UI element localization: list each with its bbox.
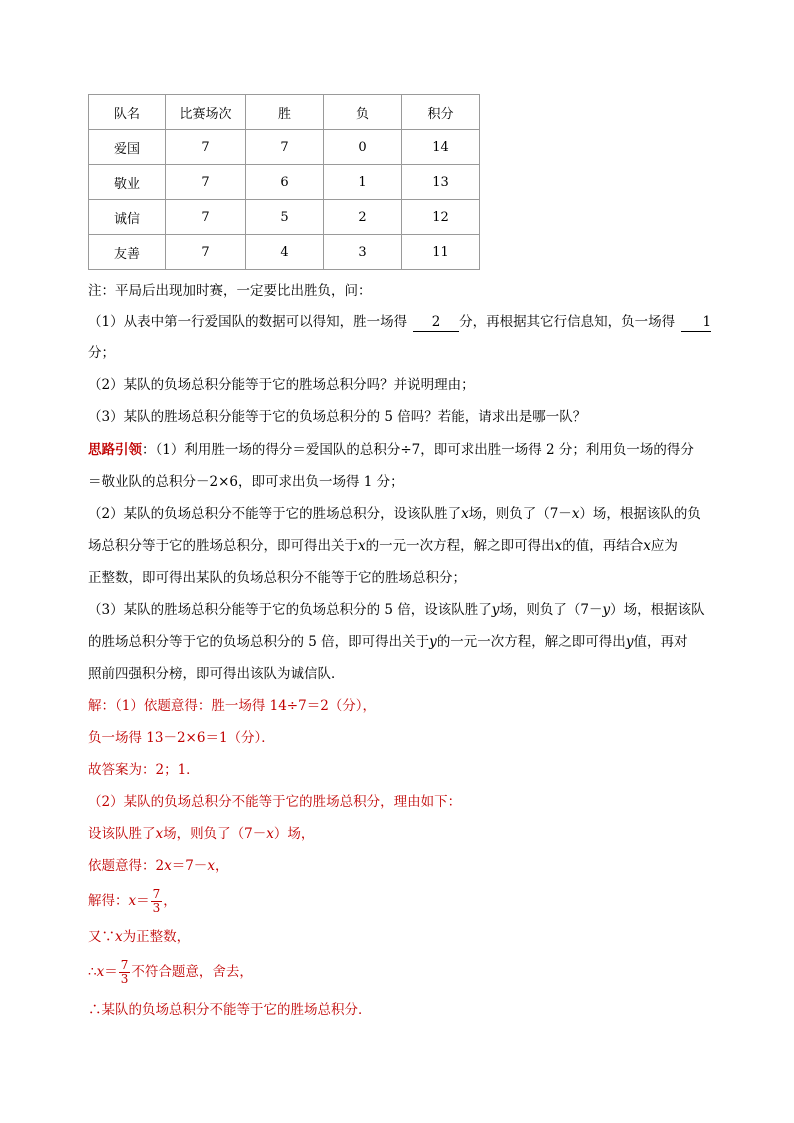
variable-x: x xyxy=(207,858,215,874)
solution-text: 又∵ xyxy=(88,929,115,945)
variable-x: x xyxy=(266,826,274,842)
hint-line-2: ＝敬业队的总积分－2×6，即可求出负一场得 1 分； xyxy=(88,474,404,490)
table-row xyxy=(89,200,480,235)
question-1 xyxy=(88,313,711,332)
table-cell: 7 xyxy=(166,130,246,165)
solution-text: ＝7－ xyxy=(171,858,208,874)
variable-x: x xyxy=(155,826,164,842)
table-cell: 7 xyxy=(246,130,324,165)
hint-text: 场，则负了（7－ xyxy=(468,506,572,522)
table-cell: 0 xyxy=(324,130,402,165)
hint-text: （3）某队的胜场总积分能等于它的负场总积分的 5 倍，设该队胜了 xyxy=(88,602,492,618)
variable-y: y xyxy=(602,602,611,618)
hint-line-6 xyxy=(88,601,705,619)
table-header-cell: 负 xyxy=(324,95,402,130)
question-3: （3）某队的胜场总积分能等于它的负场总积分的 5 倍吗？若能，请求出是哪一队？ xyxy=(88,409,587,425)
hint-text: 值，再对 xyxy=(633,634,688,650)
table-cell: 13 xyxy=(402,165,480,200)
table-cell: 11 xyxy=(402,235,480,270)
table-cell: 敬业 xyxy=(89,165,166,200)
hint-text: ）场，根据该队 xyxy=(610,602,705,618)
solution-line-10: ∴某队的负场总积分不能等于它的胜场总积分． xyxy=(88,1002,372,1018)
solution-text: 依题意得：2 xyxy=(88,858,165,874)
table-cell: 7 xyxy=(166,200,246,235)
table-header-cell: 比赛场次 xyxy=(166,95,246,130)
variable-x: x xyxy=(128,893,137,909)
table-header-cell: 积分 xyxy=(402,95,480,130)
question-1-end: 分； xyxy=(88,345,115,361)
table-cell: 2 xyxy=(324,200,402,235)
solution-line-8 xyxy=(88,928,190,946)
hint-text-1a: ：（1）利用胜一场的得分＝爱国队的总积分÷7，即可求出胜一场得 2 分；利用负一场的得分 xyxy=(142,442,694,458)
hint-text: （2）某队的负场总积分不能等于它的胜场总积分，设该队胜了 xyxy=(88,506,462,522)
table-header-row xyxy=(89,95,480,130)
hint-line-1 xyxy=(88,441,694,459)
solution-line-5 xyxy=(88,825,314,843)
solution-line-9 xyxy=(88,956,253,988)
variable-y: y xyxy=(491,602,500,618)
hint-text: 的值，再结合 xyxy=(562,538,644,554)
hint-text: 的胜场总积分等于它的负场总积分的 5 倍，即可得出关于 xyxy=(88,634,430,650)
fraction-denominator: 3 xyxy=(120,972,129,986)
variable-x: x xyxy=(96,964,105,980)
variable-y: y xyxy=(625,634,634,650)
variable-x: x xyxy=(643,538,651,554)
hint-label: 思路引领 xyxy=(88,442,142,458)
standings-table-body xyxy=(89,95,480,270)
hint-line-7 xyxy=(88,633,687,651)
table-header-cell: 队名 xyxy=(89,95,166,130)
hint-text: 的一元一次方程，解之即可得出 xyxy=(365,538,555,554)
hint-text: ）场，根据该队的负 xyxy=(579,506,701,522)
table-cell: 爱国 xyxy=(89,130,166,165)
table-cell: 14 xyxy=(402,130,480,165)
solution-line-7 xyxy=(88,885,177,917)
fraction-numerator: 7 xyxy=(120,958,129,972)
table-cell: 诚信 xyxy=(89,200,166,235)
table-row xyxy=(89,235,480,270)
table-cell: 4 xyxy=(246,235,324,270)
fraction-denominator: 3 xyxy=(152,901,161,915)
table-cell: 7 xyxy=(166,165,246,200)
solution-line-1: 解：（1）依题意得：胜一场得 14÷7＝2（分）， xyxy=(88,698,377,714)
table-cell: 5 xyxy=(246,200,324,235)
standings-table xyxy=(88,94,480,270)
solution-text: 设该队胜了 xyxy=(88,826,156,842)
question-2: （2）某队的负场总积分能等于它的胜场总积分吗？并说明理由； xyxy=(88,377,475,393)
solution-text: ， xyxy=(214,858,229,874)
variable-x: x xyxy=(358,538,366,554)
solution-text: ， xyxy=(163,893,177,909)
table-cell: 6 xyxy=(246,165,324,200)
solution-line-2: 负一场得 13－2×6＝1（分）． xyxy=(88,730,275,746)
solution-text: 为正整数， xyxy=(122,929,191,945)
solution-text: 解得： xyxy=(88,893,129,909)
solution-text: ＝ xyxy=(136,893,150,909)
hint-line-8: 照前四强积分榜，即可得出该队为诚信队． xyxy=(88,666,345,682)
variable-x: x xyxy=(115,929,123,945)
table-row xyxy=(89,165,480,200)
table-row xyxy=(89,130,480,165)
question-1-blank-loss: 1 xyxy=(681,313,711,332)
hint-text: 场，则负了（7－ xyxy=(499,602,603,618)
variable-y: y xyxy=(429,634,437,650)
table-cell: 7 xyxy=(166,235,246,270)
variable-x: x xyxy=(571,506,580,522)
solution-text: ∴ xyxy=(88,964,97,980)
hint-line-5: 正整数，即可得出某队的负场总积分不能等于它的胜场总积分； xyxy=(88,570,466,586)
hint-line-3 xyxy=(88,505,701,523)
solution-text: 不符合题意，舍去， xyxy=(131,964,253,980)
table-cell: 友善 xyxy=(89,235,166,270)
solution-text: 场，则负了（7－ xyxy=(163,826,267,842)
hint-text: 应为 xyxy=(650,538,678,554)
table-cell: 1 xyxy=(324,165,402,200)
variable-x: x xyxy=(164,858,172,874)
variable-x: x xyxy=(554,538,563,554)
solution-text: ＝ xyxy=(104,964,118,980)
question-1-text-a: （1）从表中第一行爱国队的数据可以得知，胜一场得 xyxy=(88,314,408,330)
table-cell: 3 xyxy=(324,235,402,270)
fraction-numerator: 7 xyxy=(152,887,161,901)
fraction xyxy=(151,888,163,915)
hint-text: 场总积分等于它的胜场总积分，即可得出关于 xyxy=(88,538,358,554)
note-line: 注：平局后出现加时赛，一定要比出胜负，问： xyxy=(88,283,372,299)
table-cell: 12 xyxy=(402,200,480,235)
hint-text: 的一元一次方程，解之即可得出 xyxy=(436,634,626,650)
variable-x: x xyxy=(461,506,469,522)
question-1-blank-win: 2 xyxy=(413,313,459,332)
table-header-cell: 胜 xyxy=(246,95,324,130)
solution-line-6 xyxy=(88,857,228,875)
solution-text: ）场， xyxy=(273,826,315,842)
solution-line-4: （2）某队的负场总积分不能等于它的胜场总积分，理由如下： xyxy=(88,794,462,810)
hint-line-4 xyxy=(88,537,678,555)
question-1-text-b: 分，再根据其它行信息知，负一场得 xyxy=(459,314,676,330)
fraction xyxy=(119,959,131,986)
solution-line-3: 故答案为：2；1． xyxy=(88,762,200,778)
